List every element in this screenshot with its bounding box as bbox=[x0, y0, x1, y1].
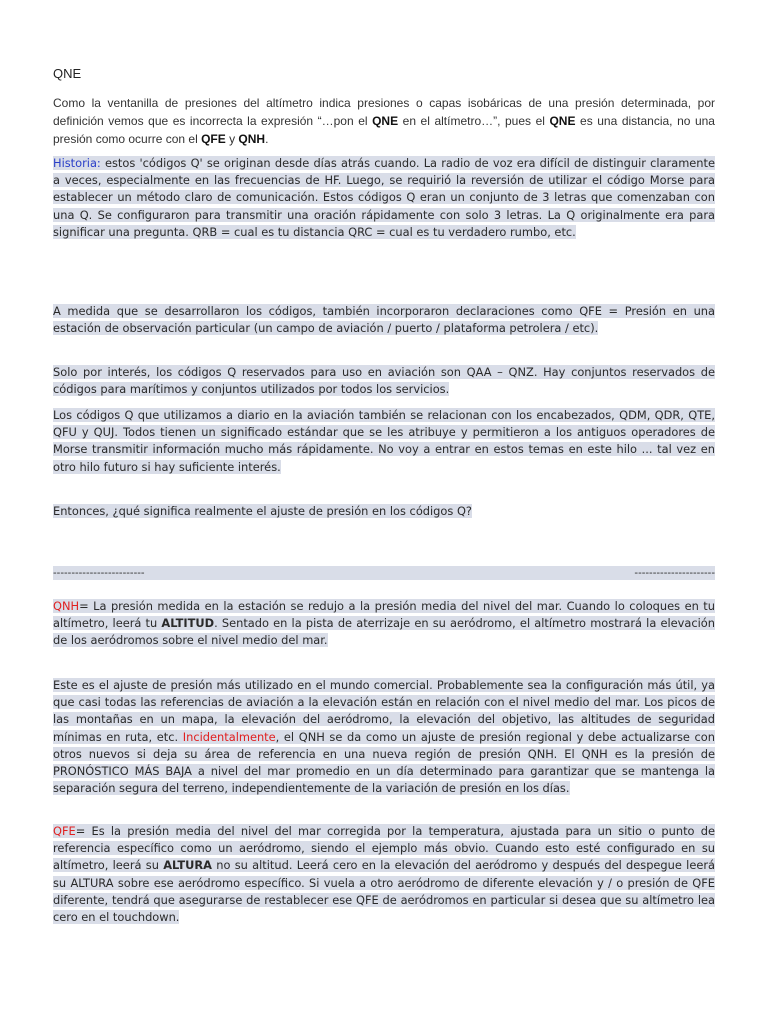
qfe-text-2: no su altitud. Leerá cero en la elevación del aeródromo y después del despegue leerá su ALTURA sobre ese aeródromo específico. Si vuela a otro aeródromo de diferente elevación y / o presión de QFE diferente, tendrá que asegurarse de restablecer ese QFE de aeródromos en particular si desea que su altímetro lea cero en el touchdown. bbox=[53, 858, 715, 925]
qnh-link[interactable]: QNH bbox=[53, 599, 80, 613]
qnh-text-2: . Sentado en la pista de aterrizaje en su aeródromo, el altímetro mostrará la elevación de los aeródromos sobre el nivel medio del mar. bbox=[53, 616, 715, 648]
medida-text: A medida que se desarrollaron los códigos, también incorporaron declaraciones como QFE = Presión en una estación de observación particular (un campo de aviación / puerto / plataforma petrolera / etc). bbox=[53, 304, 715, 336]
historia-link[interactable]: Historia: bbox=[53, 156, 101, 170]
entonces-text: Entonces, ¿qué significa realmente el ajuste de presión en los códigos Q? bbox=[53, 504, 472, 518]
separator-left: ------------------------- bbox=[53, 567, 145, 579]
diario-paragraph bbox=[53, 407, 715, 476]
intro-bold-qfe: QFE bbox=[201, 132, 226, 146]
medida-paragraph bbox=[53, 303, 715, 337]
intro-text-2: en el altímetro…”, pues el bbox=[398, 114, 550, 128]
entonces-paragraph bbox=[53, 503, 715, 520]
diario-text: Los códigos Q que utilizamos a diario en la aviación también se relacionan con los encabezados, QDM, QDR, QTE, QFU y QUJ. Todos tienen un significado estándar que se les atribuye y permitieron a los antiguos operadores de Morse transmitir información mucho más rápidamente. No voy a entrar en estos temas en este hilo ... tal vez en otro hilo futuro si hay suficiente interés. bbox=[53, 408, 715, 474]
ajuste-text-1: Este es el ajuste de presión más utilizado en el mundo comercial. Probablemente sea la configuración más útil, ya que casi todas las referencias de aviación a la elevación están en relación con el nivel medio del mar. Los picos de las montañas en un mapa, la elevación del aeródromo, la elevación del objetivo, las altitudes de seguridad mínimas en ruta, etc. bbox=[53, 678, 715, 744]
intro-bold-qnh: QNH bbox=[238, 132, 266, 146]
intro-text-3: es una distancia, no una presión como ocurre con el bbox=[53, 114, 715, 146]
historia-text: estos 'códigos Q' se originan desde días atrás cuando. La radio de voz era difícil de distinguir claramente a veces, especialmente en las frecuencias de HF. Luego, se requirió la reversión de utilizar el código Morse para establecer un método claro de comunicación. Estos códigos Q eran un conjunto de 3 letras que comenzaban con una Q. Se configuraron para transmitir una oración rápidamente con solo 3 letras. La Q originalmente era para significar una pregunta. QRB = cual es tu distancia QRC = cual es tu verdadero rumbo, etc. bbox=[53, 156, 715, 239]
intro-text-1: Como la ventanilla de presiones del altímetro indica presiones o capas isobáricas de una presión determinada, por definición vemos que es incorrecta la expresión “…pon el bbox=[53, 96, 715, 128]
intro-bold-qne-1: QNE bbox=[372, 114, 399, 128]
intro-text-4: y bbox=[225, 132, 239, 146]
qfe-bold-altura: ALTURA bbox=[163, 858, 212, 873]
historia-paragraph bbox=[53, 155, 715, 241]
page-title: QNE bbox=[53, 66, 82, 81]
intro-bold-qne-2: QNE bbox=[549, 114, 576, 128]
intro-paragraph bbox=[53, 94, 715, 148]
intro-text-5: . bbox=[265, 132, 269, 146]
interes-text: Solo por interés, los códigos Q reservados para uso en aviación son QAA – QNZ. Hay conjuntos reservados de códigos para marítimos y conjuntos utilizados por todos los servicios. bbox=[53, 365, 715, 397]
ajuste-text-2: , el QNH se da como un ajuste de presión regional y debe actualizarse con otros nuevos si deja su área de referencia en una nueva región de presión QNH. El QNH es la presión de PRONÓSTICO MÁS BAJA a nivel del mar promedio en un día determinado para garantizar que se mantenga la separación segura del terreno, independientemente de la variación de presión en los días. bbox=[53, 729, 715, 796]
qfe-text-1: = Es la presión media del nivel del mar corregida por la temperatura, ajustada para un sitio o punto de referencia específico como un aeródromo, siendo el ejemplo más obvio. Cuando esto esté configurado en su altímetro, leerá su bbox=[53, 824, 715, 873]
interes-paragraph bbox=[53, 364, 715, 398]
separator-right: ---------------------- bbox=[634, 567, 715, 579]
qfe-paragraph bbox=[53, 823, 715, 926]
qfe-link[interactable]: QFE bbox=[53, 824, 76, 838]
qnh-text-1: = La presión medida en la estación se redujo a la presión media del nivel del mar. Cuando lo coloques en tu altímetro, leerá tu bbox=[53, 599, 715, 631]
ajuste-paragraph bbox=[53, 677, 715, 797]
incidentalmente-link[interactable]: Incidentalmente bbox=[182, 729, 276, 744]
qnh-paragraph bbox=[53, 598, 715, 650]
separator-line bbox=[53, 566, 715, 580]
qnh-bold-altitud: ALTITUD bbox=[161, 616, 215, 631]
